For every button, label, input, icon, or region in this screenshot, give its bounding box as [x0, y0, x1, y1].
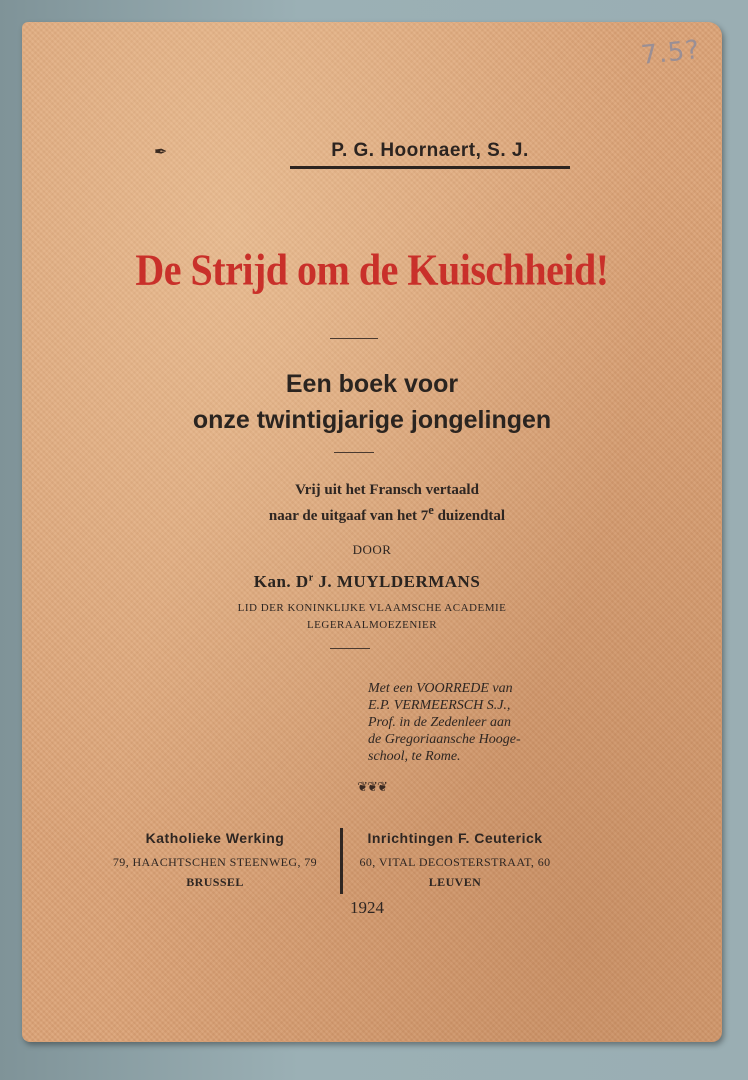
affiliation-line-1: LID DER KONINKLIJKE VLAAMSCHE ACADEMIE	[237, 602, 507, 614]
translation-line-2-end: duizendtal	[433, 508, 506, 524]
translator-name	[22, 572, 712, 592]
by-label: DOOR	[352, 542, 392, 557]
publisher-name: Inrichtingen F. Ceuterick	[367, 830, 543, 846]
translator-superscript: r	[308, 572, 314, 584]
affiliation-rule	[330, 648, 370, 649]
preface-line-2: E.P. VERMEERSCH S.J.,	[368, 698, 511, 713]
publisher-address: 79, HAACHTSCHEN STEENWEG, 79	[112, 855, 318, 869]
printer-mark-icon: ✒	[154, 144, 168, 161]
translator-affiliation	[22, 600, 722, 634]
author-name: P. G. Hoornaert, S. J.	[290, 140, 570, 169]
translator-surname: J. MUYLDERMANS	[313, 572, 481, 591]
subtitle-line-1: Een boek voor	[285, 370, 459, 398]
pencil-price-note: 7.5?	[639, 34, 702, 72]
preface-note	[368, 680, 608, 765]
preface-line-5: school, te Rome.	[368, 749, 461, 764]
publisher-city: LEUVEN	[428, 875, 482, 889]
affiliation-line-2: LEGERAALMOEZENIER	[306, 619, 438, 631]
publisher-brussels	[100, 830, 330, 892]
preface-line-4: de Gregoriaansche Hooge-	[368, 732, 521, 747]
translation-line-1: Vrij uit het Fransch vertaald	[295, 482, 479, 498]
translation-line-2	[22, 500, 748, 526]
translator-title: Kan. D	[253, 572, 309, 591]
book-subtitle	[22, 366, 722, 438]
translation-note	[22, 480, 748, 526]
subtitle-line-2: onze twintigjarige jongelingen	[192, 406, 552, 434]
ornament-divider-icon: ❦❦❦	[357, 780, 387, 795]
publisher-address: 60, VITAL DECOSTERSTRAAT, 60	[359, 855, 551, 869]
translation-line-2-text: naar de uitgaaf van het 7	[268, 508, 429, 524]
title-rule	[330, 338, 378, 339]
publisher-city: BRUSSEL	[186, 875, 244, 889]
preface-line-3: Prof. in de Zedenleer aan	[368, 715, 511, 730]
translation-superscript: e	[428, 503, 434, 517]
publication-year: 1924	[350, 898, 384, 917]
publisher-leuven	[340, 830, 570, 892]
book-title: De Strijd om de Kuischheid!	[135, 244, 609, 295]
publisher-name: Katholieke Werking	[145, 830, 285, 846]
preface-line-1: Met een VOORREDE van	[368, 681, 513, 696]
subtitle-rule	[334, 452, 374, 453]
